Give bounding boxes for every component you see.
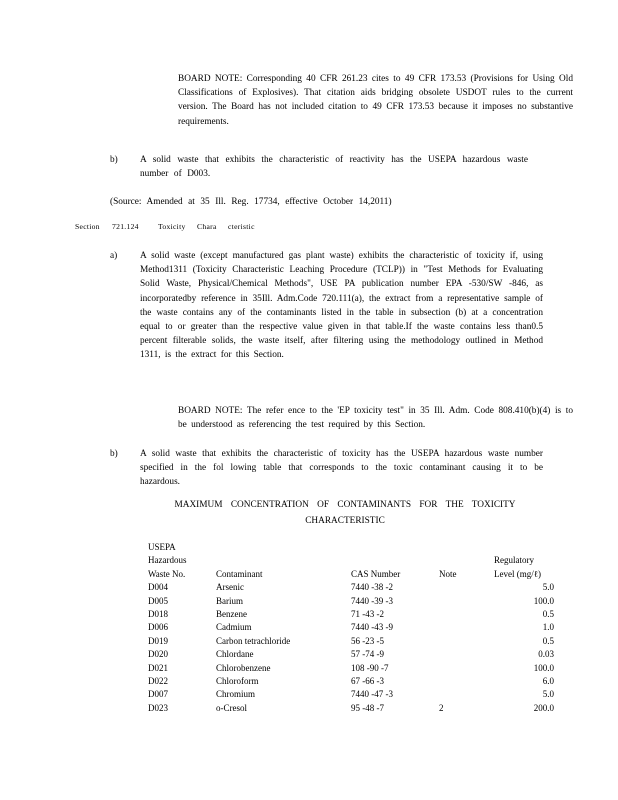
cell-level: 200.0 — [533, 702, 554, 713]
cell-cas: 108 -90 -7 — [351, 662, 389, 673]
cell-note — [439, 595, 494, 608]
cell-waste-no: D005 — [148, 595, 168, 606]
cell-note — [439, 675, 494, 688]
cell-level: 5.0 — [542, 689, 554, 700]
cell-waste-no: D021 — [148, 662, 168, 673]
paragraph-b-toxicity-number: A solid waste that exhibits the characteristic of toxicity has the USEPA hazardous waste number specified in the fol lowing table that corresponds to the toxic contaminant causing it to be hazardous. — [140, 449, 543, 488]
cell-level: 100.0 — [533, 662, 554, 673]
cell-cas: 7440 -47 -3 — [351, 689, 393, 700]
board-note-paragraph-1: BOARD NOTE: Corresponding 40 CFR 261.23 cites to 49 CFR 173.53 (Provisions for Using Old Classifications of Explosives). That citation aids bridging obsolete USDOT rules to the current version. The Board has not included citation to 49 CFR 173.53 because it imposes no substantive requirements. — [178, 74, 573, 127]
paragraph-a-toxicity: A solid waste (except manufactured gas plant waste) exhibits the characteristic of toxicity if, using Method1311 (Toxicity Characteristic Leaching Procedure (TCLP)) in "Test Methods for Evaluating Solid Waste, Physical/Chemical Methods", USE PA publication number EPA -530/SW -846, as incorporatedby reference in 35Ill. Adm.Code 720.111(a), the extract from a representative sample of the waste contains any of the contaminants listed in the table in subsection (b) at a concentration equal to or greater than the respective value given in that table.If the waste contains less than0.5 percent filterable solids, the waste itself, after filtering using the methodology outlined in Method 1311, is the extract for this Section. — [140, 251, 543, 361]
cell-contaminant: Chlorobenzene — [216, 662, 271, 673]
table-row — [148, 688, 554, 701]
cell-note — [439, 608, 494, 621]
cell-waste-no: D004 — [148, 582, 168, 593]
cell-level: 0.5 — [542, 635, 554, 646]
cell-cas: 57 -74 -9 — [351, 649, 384, 660]
cell-cas: 7440 -39 -3 — [351, 595, 393, 606]
cell-contaminant: Carbon tetrachloride — [216, 635, 291, 646]
header-waste-no-line-2: Hazardous — [148, 555, 187, 566]
table-row — [148, 675, 554, 688]
paragraph-b-reactivity: A solid waste that exhibits the characteristic of reactivity has the USEPA hazardous waste number of D003. — [140, 155, 528, 180]
cell-level: 5.0 — [542, 582, 554, 593]
table-row — [148, 608, 554, 621]
table-row — [148, 648, 554, 661]
board-note-paragraph-2: BOARD NOTE: The refer ence to the 'EP toxicity test" in 35 Ill. Adm. Code 808.410(b)(4) is to be understood as referencing the test required by this Section. — [178, 406, 573, 431]
cell-cas: 56 -23 -5 — [351, 635, 384, 646]
cell-level: 0.5 — [542, 609, 554, 620]
header-waste-no — [148, 541, 216, 581]
cell-waste-no: D023 — [148, 702, 168, 713]
header-contaminant: Contaminant — [216, 568, 263, 579]
section-number: 721.124 — [112, 222, 139, 231]
cell-level: 100.0 — [533, 595, 554, 606]
cell-note — [439, 688, 494, 701]
header-regulatory-level-line-1: Regulatory — [494, 555, 534, 566]
cell-contaminant: Cadmium — [216, 622, 252, 633]
table-row — [148, 635, 554, 648]
cell-cas: 95 -48 -7 — [351, 702, 384, 713]
cell-contaminant: Chloroform — [216, 676, 259, 687]
cell-contaminant: Benzene — [216, 609, 247, 620]
cell-note — [439, 648, 494, 661]
header-note: Note — [439, 568, 457, 579]
cell-contaminant: o-Cresol — [216, 702, 247, 713]
cell-note: 2 — [439, 702, 444, 713]
header-cas-number: CAS Number — [351, 568, 401, 579]
list-marker-a: a) — [110, 251, 118, 261]
cell-contaminant: Arsenic — [216, 582, 244, 593]
table-title — [110, 497, 580, 529]
contaminants-table — [148, 541, 554, 715]
header-waste-no-line-1: USEPA — [148, 542, 176, 552]
cell-note — [439, 662, 494, 675]
header-regulatory-level-line-2: Level (mg/ℓ) — [494, 568, 542, 579]
header-regulatory-level — [494, 541, 554, 581]
list-marker-b-1: b) — [110, 155, 118, 165]
table-row — [148, 581, 554, 594]
cell-waste-no: D018 — [148, 609, 168, 620]
cell-contaminant: Chromium — [216, 689, 256, 700]
cell-contaminant: Barium — [216, 595, 243, 606]
header-waste-no-line-3: Waste No. — [148, 568, 186, 579]
cell-level: 6.0 — [542, 676, 554, 687]
source-note: (Source: Amended at 35 Ill. Reg. 17734, effective October 14,2011) — [110, 197, 392, 207]
cell-cas: 71 -43 -2 — [351, 609, 384, 620]
table-row — [148, 621, 554, 634]
table-body — [148, 581, 554, 715]
section-title-chara: Chara — [197, 222, 217, 231]
cell-level: 0.03 — [538, 649, 554, 660]
table-title-line-2: CHARACTERISTIC — [305, 516, 385, 526]
section-title-toxicity: Toxicity — [158, 222, 186, 231]
cell-note — [439, 635, 494, 648]
cell-contaminant: Chlordane — [216, 649, 254, 660]
table-header-row — [148, 541, 554, 581]
table-title-line-1: MAXIMUM CONCENTRATION OF CONTAMINANTS FOR THE TOXICITY — [174, 500, 516, 510]
table-row — [148, 595, 554, 608]
cell-cas: 7440 -43 -9 — [351, 622, 393, 633]
cell-waste-no: D006 — [148, 622, 168, 633]
table-row — [148, 702, 554, 715]
cell-level: 1.0 — [542, 622, 554, 633]
cell-waste-no: D022 — [148, 676, 168, 687]
cell-cas: 7440 -38 -2 — [351, 582, 393, 593]
cell-note — [439, 581, 494, 594]
section-label: Section — [75, 222, 100, 231]
list-marker-b-2: b) — [110, 449, 118, 459]
table-row — [148, 662, 554, 675]
cell-cas: 67 -66 -3 — [351, 676, 384, 687]
section-title-cteristic: cteristic — [228, 222, 255, 231]
cell-waste-no: D007 — [148, 689, 168, 700]
cell-waste-no: D019 — [148, 635, 168, 646]
cell-note — [439, 621, 494, 634]
cell-waste-no: D020 — [148, 649, 168, 660]
